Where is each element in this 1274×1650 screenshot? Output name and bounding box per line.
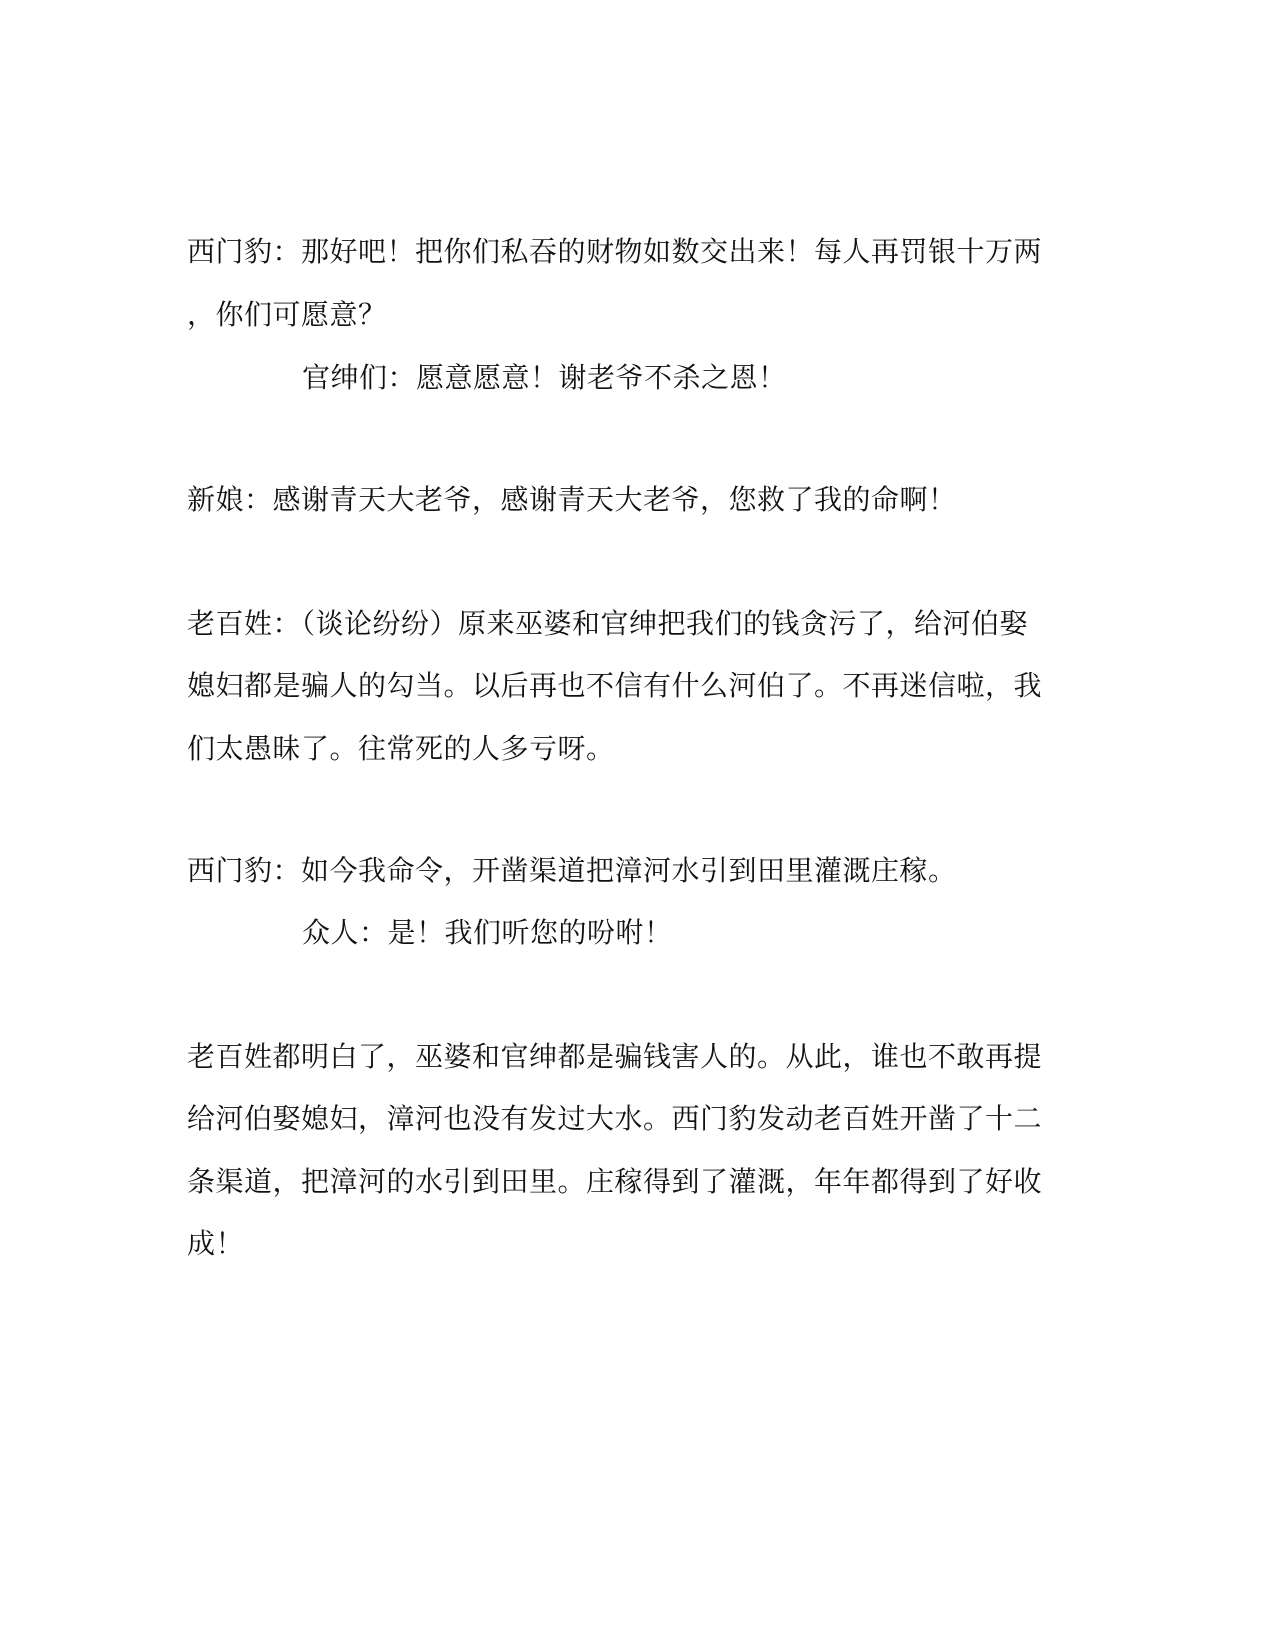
- text-line: 西门豹：那好吧！把你们私吞的财物如数交出来！每人再罚银十万两: [187, 235, 1043, 268]
- text-line: 成！: [187, 1227, 245, 1260]
- text-line-indented: 众人：是！我们听您的吩咐！: [302, 916, 673, 949]
- text-line: ，你们可愿意？: [187, 298, 387, 331]
- text-line: 给河伯娶媳妇，漳河也没有发过大水。西门豹发动老百姓开凿了十二: [187, 1102, 1043, 1135]
- text-line: 新娘：感谢青天大老爷，感谢青天大老爷，您救了我的命啊！: [187, 483, 957, 516]
- text-line: 条渠道，把漳河的水引到田里。庄稼得到了灌溉，年年都得到了好收: [187, 1165, 1043, 1198]
- text-line: 西门豹：如今我命令，开凿渠道把漳河水引到田里灌溉庄稼。: [187, 854, 957, 887]
- text-line: 媳妇都是骗人的勾当。以后再也不信有什么河伯了。不再迷信啦，我: [187, 669, 1043, 702]
- text-line: 老百姓：（谈论纷纷）原来巫婆和官绅把我们的钱贪污了，给河伯娶: [187, 607, 1029, 640]
- text-line-indented: 官绅们：愿意愿意！谢老爷不杀之恩！: [302, 361, 787, 394]
- text-line: 们太愚昧了。往常死的人多亏呀。: [187, 732, 615, 765]
- text-line: 老百姓都明白了，巫婆和官绅都是骗钱害人的。从此，谁也不敢再提: [187, 1040, 1043, 1073]
